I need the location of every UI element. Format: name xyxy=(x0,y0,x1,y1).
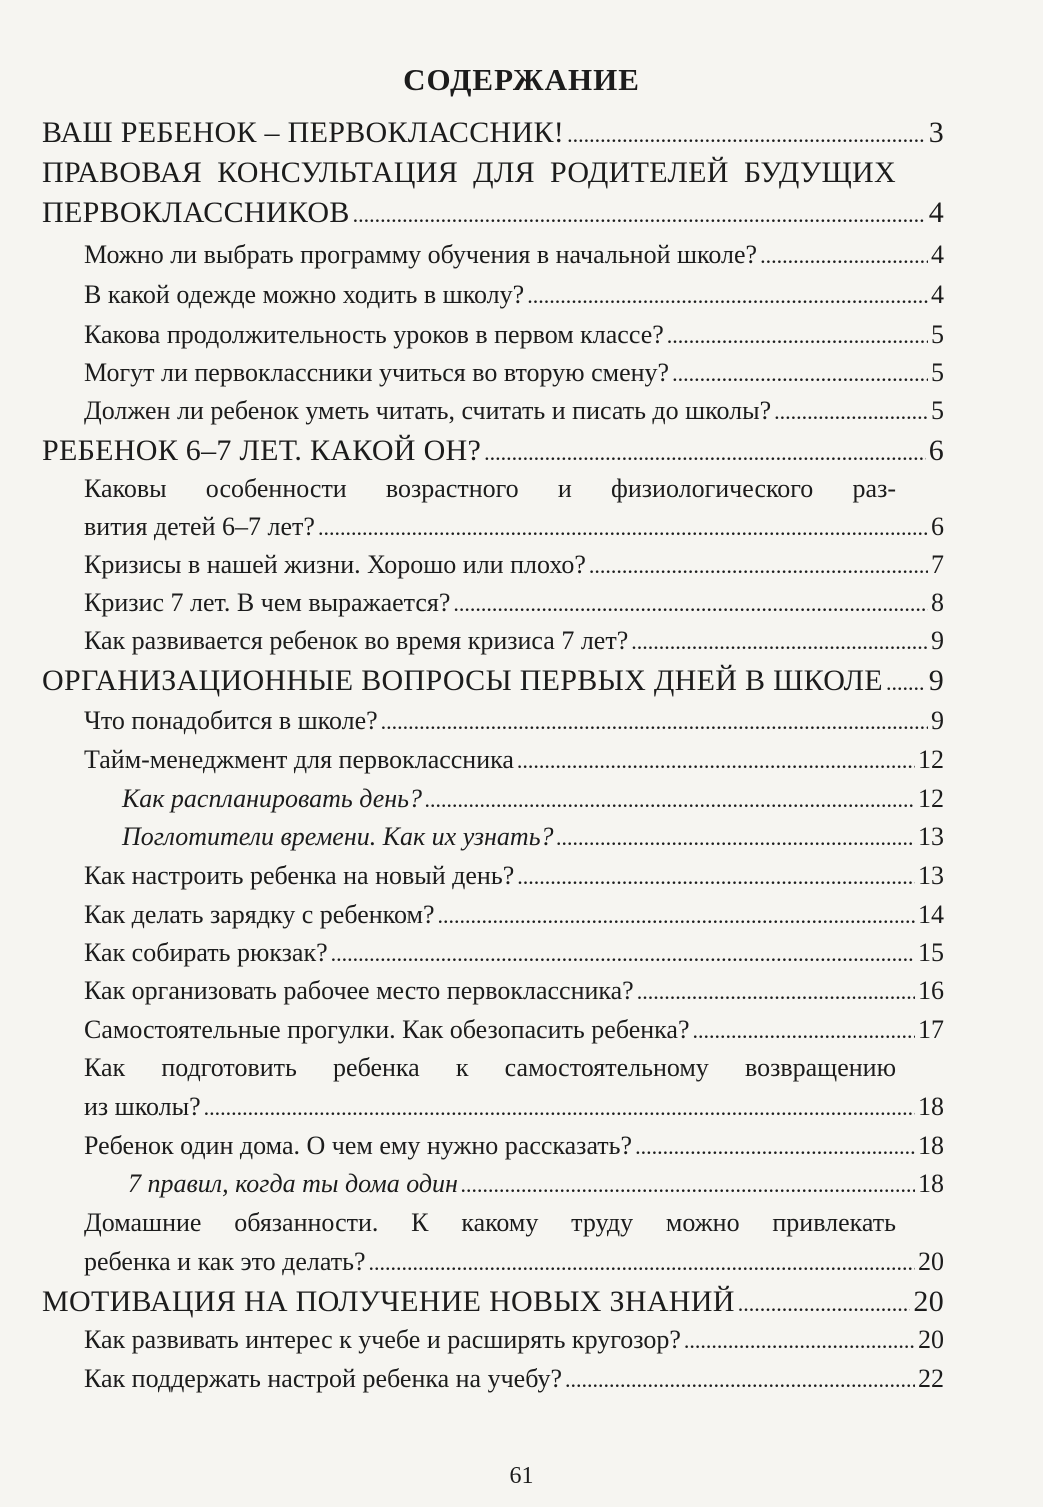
dot-leader xyxy=(318,512,928,542)
toc-entry-title: Как распланировать день? xyxy=(122,784,422,813)
toc-entry-page: 20 xyxy=(918,1247,944,1276)
dot-leader xyxy=(760,240,928,270)
toc-entry-title: Как поддержать настрой ребенка на учебу? xyxy=(84,1364,562,1393)
toc-entry-title: Кризисы в нашей жизни. Хорошо или плохо? xyxy=(84,550,586,579)
toc-entry-line1 xyxy=(84,1208,896,1238)
dot-leader xyxy=(381,706,928,736)
dot-leader xyxy=(567,116,926,150)
dot-leader xyxy=(635,1131,915,1161)
toc-entry-page: 20 xyxy=(913,1285,944,1318)
toc-entry-page: 9 xyxy=(931,706,944,735)
toc-entry-title: 7 правил, когда ты дома один xyxy=(128,1169,458,1198)
toc-entry-title: из школы? xyxy=(84,1092,201,1121)
dot-leader xyxy=(517,745,915,775)
toc-entry-page: 9 xyxy=(928,664,944,697)
dot-leader xyxy=(517,861,915,891)
toc-entry-title: Ребенок один дома. О чем ему нужно рассказать? xyxy=(84,1131,633,1160)
toc-entry-page: 22 xyxy=(918,1364,944,1393)
toc-entry-title: В какой одежде можно ходить в школу? xyxy=(84,280,525,309)
toc-entry-title-line1: Каковы особенности возрастного и физиологического раз- xyxy=(84,474,896,503)
toc-entry[interactable] xyxy=(42,1285,944,1319)
toc-entry-page: 9 xyxy=(931,626,944,655)
toc-entry[interactable] xyxy=(84,1364,944,1394)
dot-leader xyxy=(331,938,915,968)
toc-entry-title: Что понадобится в школе? xyxy=(84,706,378,735)
toc-entry-title: Должен ли ребенок уметь читать, считать и писать до школы? xyxy=(84,396,772,425)
toc-entry-page: 5 xyxy=(931,320,944,349)
toc-entry-title-line1: Как подготовить ребенка к самостоятельному возвращению xyxy=(84,1053,896,1082)
toc-entry[interactable] xyxy=(42,664,944,698)
toc-entry-page: 13 xyxy=(918,822,944,851)
dot-leader xyxy=(438,900,916,930)
page-title: СОДЕРЖАНИЕ xyxy=(403,62,640,97)
toc-entry[interactable] xyxy=(84,1015,944,1045)
toc-entry[interactable] xyxy=(42,116,944,150)
toc-entry[interactable] xyxy=(84,320,944,350)
dot-leader xyxy=(672,358,928,388)
toc-entry-title: Поглотители времени. Как их узнать? xyxy=(122,822,554,851)
toc-entry[interactable] xyxy=(84,358,944,388)
toc-entry-title: Какова продолжительность уроков в первом классе? xyxy=(84,320,664,349)
toc-entry-page: 8 xyxy=(931,588,944,617)
toc-entry-line1 xyxy=(84,474,896,504)
toc-entry-title: Как развивается ребенок во время кризиса 7 лет? xyxy=(84,626,629,655)
toc-entry-page: 6 xyxy=(928,434,944,467)
toc-entry[interactable] xyxy=(84,745,944,775)
toc-entry-page: 13 xyxy=(918,861,944,890)
toc-entry-page: 18 xyxy=(918,1131,944,1160)
toc-entry[interactable] xyxy=(122,784,944,814)
dot-leader xyxy=(692,1015,915,1045)
dot-leader xyxy=(774,396,928,426)
toc-entry[interactable] xyxy=(84,861,944,891)
toc-entry-title: Самостоятельные прогулки. Как обезопасить ребенка? xyxy=(84,1015,690,1044)
dot-leader xyxy=(637,976,915,1006)
toc-entry-page: 4 xyxy=(931,240,944,269)
toc-entry-line1 xyxy=(42,156,896,190)
dot-leader xyxy=(565,1364,915,1394)
dot-leader xyxy=(453,588,928,618)
toc-entry-title: ПЕРВОКЛАССНИКОВ xyxy=(42,196,350,229)
dot-leader xyxy=(667,320,928,350)
toc-entry-title: Как развивать интерес к учебе и расширять кругозор? xyxy=(84,1325,681,1354)
toc-entry-title-line1: ПРАВОВАЯ КОНСУЛЬТАЦИЯ ДЛЯ РОДИТЕЛЕЙ БУДУЩИХ xyxy=(42,156,896,189)
dot-leader xyxy=(461,1169,915,1199)
toc-entry-page: 12 xyxy=(918,745,944,774)
toc-entry[interactable] xyxy=(84,396,944,426)
toc-entry[interactable] xyxy=(84,1092,944,1122)
dot-leader xyxy=(589,550,928,580)
toc-entry-title: вития детей 6–7 лет? xyxy=(84,512,315,541)
dot-leader xyxy=(527,280,928,310)
toc-entry-page: 5 xyxy=(931,358,944,387)
toc-entry-page: 20 xyxy=(918,1325,944,1354)
toc-entry[interactable] xyxy=(84,240,944,270)
toc-entry[interactable] xyxy=(84,976,944,1006)
toc-entry[interactable] xyxy=(84,550,944,580)
dot-leader xyxy=(738,1285,911,1319)
toc-entry-page: 18 xyxy=(918,1092,944,1121)
toc-entry-title: РЕБЕНОК 6–7 ЛЕТ. КАКОЙ ОН? xyxy=(42,434,482,467)
toc-entry-title: Как собирать рюкзак? xyxy=(84,938,328,967)
toc-entry-title-line1: Домашние обязанности. К какому труду можно привлекать xyxy=(84,1208,896,1237)
toc-entry-line1 xyxy=(84,1053,896,1083)
toc-entry[interactable] xyxy=(84,626,944,656)
toc-entry-page: 4 xyxy=(931,280,944,309)
toc-entry-page: 6 xyxy=(931,512,944,541)
dot-leader xyxy=(425,784,915,814)
toc-entry-page: 18 xyxy=(918,1169,944,1198)
toc-entry-title: Как делать зарядку с ребенком? xyxy=(84,900,435,929)
dot-leader xyxy=(204,1092,915,1122)
toc-entry[interactable] xyxy=(42,196,944,230)
toc-entry-title: Как настроить ребенка на новый день? xyxy=(84,861,515,890)
dot-leader xyxy=(631,626,928,656)
toc-entry[interactable] xyxy=(84,280,944,310)
page-number: 61 xyxy=(509,1463,534,1489)
dot-leader xyxy=(886,664,926,698)
toc-entry-title: Как организовать рабочее место первоклассника? xyxy=(84,976,634,1005)
toc-entry-title: ребенка и как это делать? xyxy=(84,1247,366,1276)
toc-entry[interactable] xyxy=(122,822,944,852)
toc-entry-page: 3 xyxy=(928,116,944,149)
toc-entry-page: 16 xyxy=(918,976,944,1005)
toc-entry[interactable] xyxy=(84,588,944,618)
toc-entry-page: 7 xyxy=(931,550,944,579)
toc-entry-title: Кризис 7 лет. В чем выражается? xyxy=(84,588,451,617)
toc-entry-page: 12 xyxy=(918,784,944,813)
toc-entry[interactable] xyxy=(84,900,944,930)
toc-entry-page: 17 xyxy=(918,1015,944,1044)
toc-entry-page: 4 xyxy=(928,196,944,229)
toc-entry-title: Тайм-менеджмент для первоклассника xyxy=(84,745,514,774)
dot-leader xyxy=(684,1325,915,1355)
toc-entry[interactable] xyxy=(84,706,944,736)
toc-entry-title: ОРГАНИЗАЦИОННЫЕ ВОПРОСЫ ПЕРВЫХ ДНЕЙ В ШКОЛЕ xyxy=(42,664,883,697)
toc-entry[interactable] xyxy=(84,1247,944,1277)
toc-entry-title: ВАШ РЕБЕНОК – ПЕРВОКЛАССНИК! xyxy=(42,116,565,149)
toc-entry-title: Можно ли выбрать программу обучения в начальной школе? xyxy=(84,240,758,269)
toc-entry[interactable] xyxy=(84,512,944,542)
dot-leader xyxy=(353,196,926,230)
toc-entry[interactable] xyxy=(84,938,944,968)
toc-entry[interactable] xyxy=(84,1325,944,1355)
toc-entry[interactable] xyxy=(42,434,944,468)
dot-leader xyxy=(369,1247,915,1277)
toc-entry[interactable] xyxy=(84,1131,944,1161)
dot-leader xyxy=(484,434,926,468)
toc-entry-title: МОТИВАЦИЯ НА ПОЛУЧЕНИЕ НОВЫХ ЗНАНИЙ xyxy=(42,1285,735,1318)
toc-entry-page: 14 xyxy=(918,900,944,929)
toc-entry[interactable] xyxy=(128,1169,944,1199)
toc-entry-page: 15 xyxy=(918,938,944,967)
toc-entry-title: Могут ли первоклассники учиться во вторую смену? xyxy=(84,358,670,387)
toc-entry-page: 5 xyxy=(931,396,944,425)
dot-leader xyxy=(557,822,915,852)
